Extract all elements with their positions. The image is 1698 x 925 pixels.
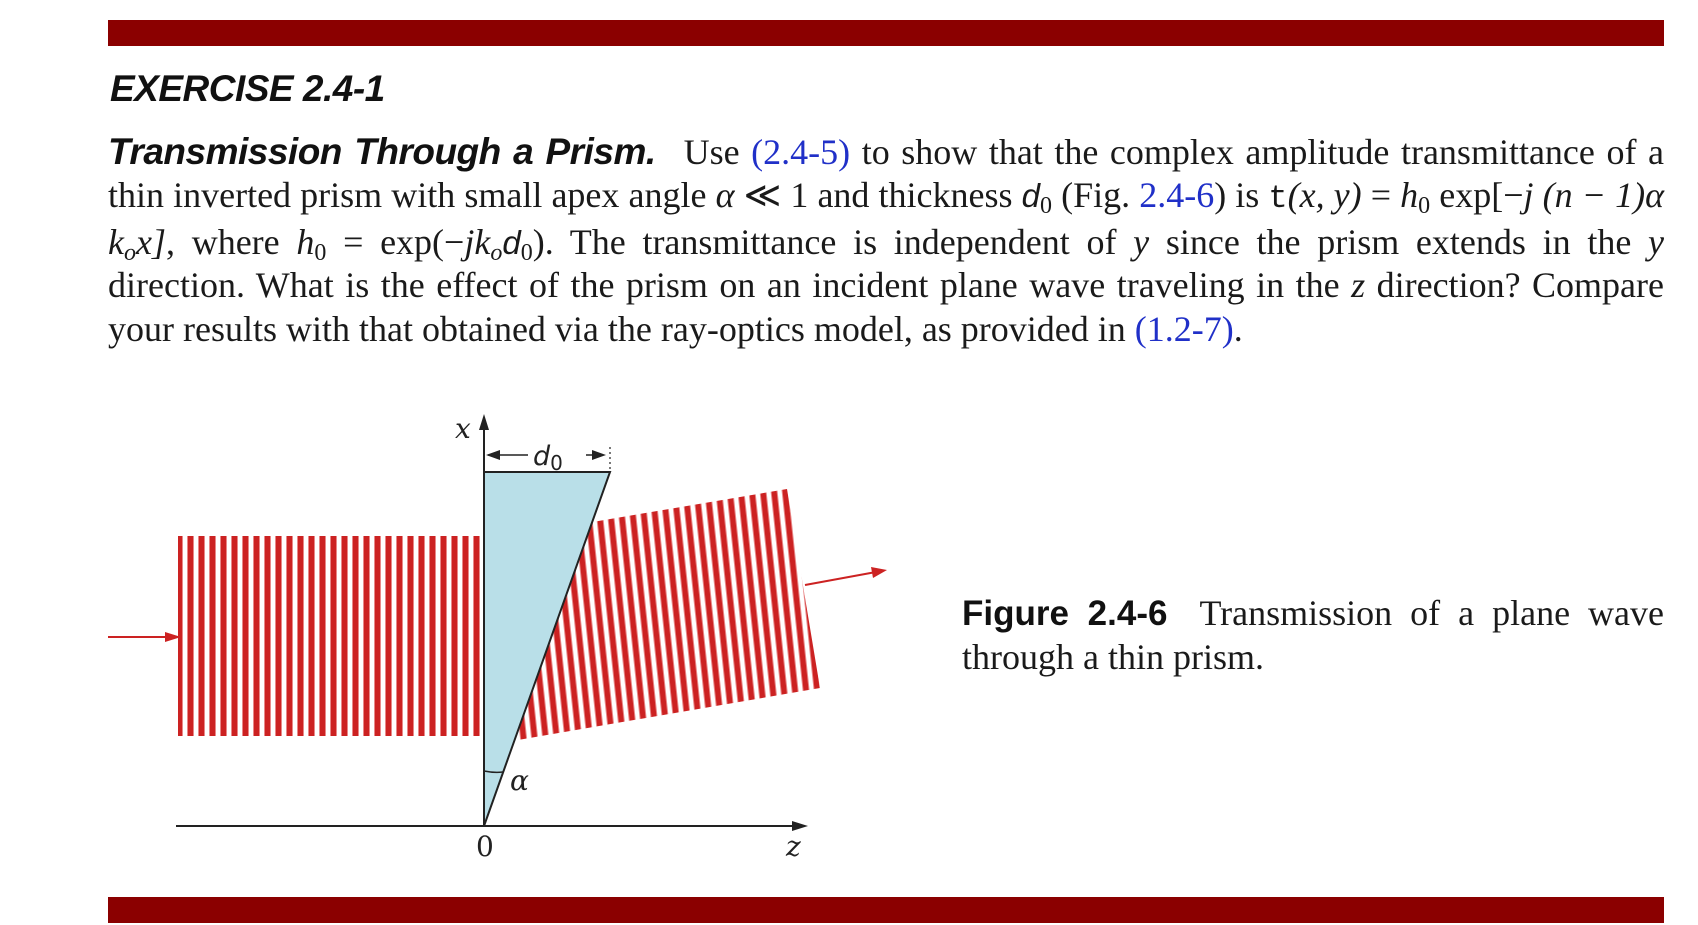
figure-link-2-4-6[interactable]: 2.4-6 [1139,175,1215,216]
thickness-left-arrowhead-icon [486,450,500,460]
figure-caption-label: Figure 2.4-6 [962,594,1168,633]
thickness-label: d0 [533,441,563,475]
thickness-right-arrowhead-icon [592,450,606,460]
equation-link-1-2-7[interactable]: (1.2-7) [1134,308,1234,349]
origin-label: 0 [476,830,494,863]
figure-caption [962,592,1664,679]
equation-link-2-4-5[interactable]: (2.4-5) [751,132,851,172]
bottom-rule [108,897,1664,923]
x-axis-label: x [455,412,471,445]
figure-caption-text: Transmission of a plane wave through a thin prism. [962,593,1664,677]
transmitted-ray-arrow [805,572,876,585]
transmitted-arrowhead-icon [871,567,887,578]
exercise-paragraph: Transmission Through a Prism. Use (2.4-5) to show that the complex amplitude transmittance of a thin inverted prism with small apex angle α ≪ 1 and thickness $d_0$ (Fig. 2.4-6) is t(x, $y) = h_0$ exp[−j (n − 1)α $k_ox$], where $h_0 = \exp(-jk_od_0)$. The transmittance is independent of y since the prism extends in the y direction. What is the effect of the prism on an incident plane wave traveling in the z direction? Compare your results with that obtained via the ray-optics model, as provided in (1.2-7). [108,131,1665,349]
angle-label: α [510,764,529,797]
prism-figure [100,405,900,865]
incident-wave-beam [178,536,484,736]
z-axis-label: z [786,830,801,863]
top-rule [108,20,1664,46]
x-axis-arrowhead-icon [479,414,489,430]
exercise-label: EXERCISE 2.4-1 [110,68,385,109]
exercise-title: Transmission Through a Prism. [108,131,656,172]
